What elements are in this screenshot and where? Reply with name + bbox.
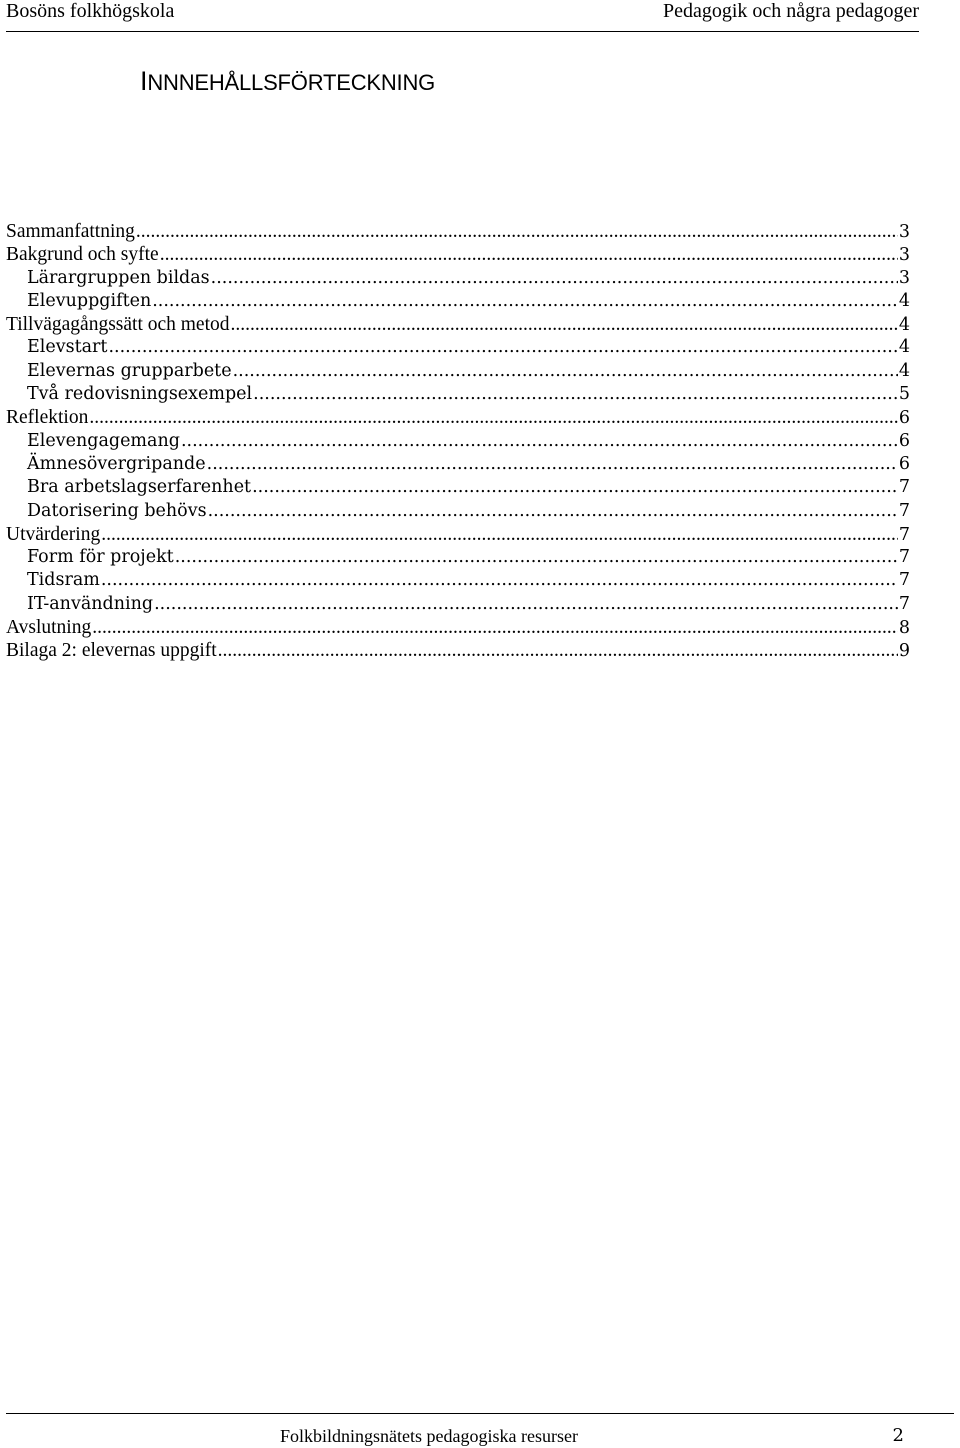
toc-dot-leader [175,546,898,569]
toc-dot-leader [253,383,898,406]
toc-entry-page-number: 7 [898,593,910,614]
toc-entry-page-number: 4 [898,315,910,336]
toc-dot-leader [160,243,898,266]
toc-dot-leader [152,290,898,313]
toc-dot-leader [154,593,898,616]
toc-entry[interactable] [6,313,910,336]
toc-entry-label: Tidsram [27,570,100,591]
toc-entry-label: Tillvägagångssätt och metod [6,314,230,336]
header-school-name: Bosöns folkhögskola [6,0,175,22]
toc-entry-label: Ämnesövergripande [27,453,206,474]
toc-entry[interactable] [6,290,910,313]
toc-heading-rest: NNNEHÅLLSFÖRTECKNING [147,70,436,95]
toc-entry[interactable] [6,360,910,383]
toc-entry-label: Avslutning [6,617,92,639]
toc-dot-leader [252,476,898,499]
toc-entry-label: Elevuppgiften [27,290,152,311]
toc-dot-leader [207,453,898,476]
table-of-contents [6,220,910,663]
toc-entry-label: Bilaga 2: elevernas uppgift [6,640,217,662]
toc-dot-leader [211,267,898,290]
toc-entry[interactable] [6,336,910,359]
toc-entry-label: Elevengagemang [27,430,180,451]
toc-entry[interactable] [6,453,910,476]
toc-dot-leader [92,616,898,639]
toc-dot-leader [218,639,898,662]
toc-entry-page-number: 4 [898,337,910,358]
toc-entry-label: Sammanfattning [6,221,135,242]
toc-entry-page-number: 6 [898,430,910,451]
toc-entry-label: Bakgrund och syfte [6,244,159,266]
toc-entry-page-number: 4 [898,360,910,381]
toc-entry-page-number: 6 [898,453,910,474]
toc-dot-leader [208,500,898,523]
toc-entry-label: Utvärdering [6,523,101,545]
toc-entry[interactable] [6,523,910,546]
toc-entry-label: Datorisering behövs [27,500,207,521]
toc-entry-page-number: 3 [898,245,910,266]
toc-entry-page-number: 7 [898,500,910,521]
toc-entry-page-number: 7 [898,524,910,545]
toc-entry-page-number: 5 [898,384,910,405]
toc-entry-page-number: 6 [898,408,910,429]
footer-text: Folkbildningsnätets pedagogiska resurser [280,1426,578,1446]
toc-entry[interactable] [6,616,910,639]
toc-entry-label: Form för projekt [27,547,174,568]
toc-entry-page-number: 8 [898,618,910,639]
toc-entry[interactable] [6,430,910,453]
header-document-title: Pedagogik och några pedagoger [662,0,919,22]
toc-dot-leader [101,523,898,546]
toc-dot-leader [136,220,898,243]
toc-dot-leader [231,313,898,336]
toc-entry[interactable] [6,639,910,662]
page-header [6,0,919,32]
toc-entry-page-number: 7 [898,570,910,591]
toc-entry[interactable] [6,243,910,266]
toc-entry-page-number: 9 [898,641,910,662]
footer-page-number: 2 [892,1425,904,1446]
toc-entry-page-number: 4 [898,290,910,311]
toc-entry[interactable] [6,220,910,243]
toc-entry-label: Bra arbetslagserfarenhet [27,477,252,498]
toc-entry[interactable] [6,593,910,616]
page-footer [6,1413,954,1448]
toc-entry-label: Elevernas grupparbete [27,360,232,381]
toc-entry[interactable] [6,500,910,523]
toc-entry[interactable] [6,406,910,429]
toc-entry[interactable] [6,383,910,406]
toc-entry-label: Elevstart [27,337,108,358]
toc-heading-initial: I [140,66,148,96]
toc-entry[interactable] [6,546,910,569]
toc-entry-page-number: 7 [898,477,910,498]
toc-heading [140,66,435,97]
toc-entry-label: Lärargruppen bildas [27,267,210,288]
toc-entry-label: Reflektion [6,407,89,429]
toc-entry-label: IT-användning [27,593,154,614]
toc-entry[interactable] [6,569,910,592]
toc-entry-label: Två redovisningsexempel [27,384,253,405]
toc-dot-leader [233,360,898,383]
toc-dot-leader [108,336,897,359]
toc-dot-leader [181,430,898,453]
toc-dot-leader [101,569,898,592]
toc-entry[interactable] [6,267,910,290]
toc-entry-page-number: 7 [898,547,910,568]
toc-entry-page-number: 3 [898,222,910,242]
toc-dot-leader [89,406,898,429]
toc-entry-page-number: 3 [898,267,910,288]
toc-entry[interactable] [6,476,910,499]
